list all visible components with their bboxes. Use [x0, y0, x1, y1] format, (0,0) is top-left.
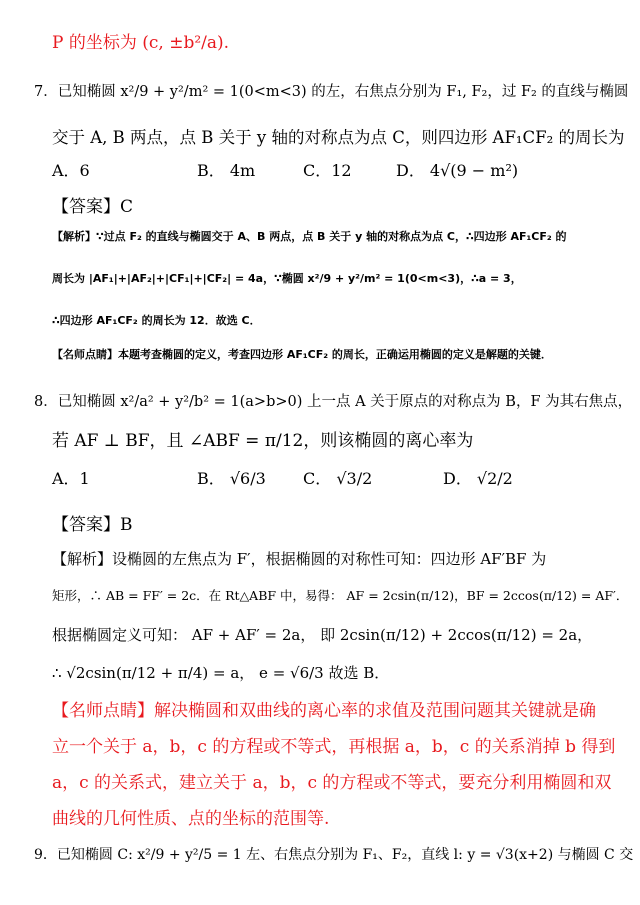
q9-stem-line1: 9．已知椭圆 C: x²/9 + y²/5 = 1 左、右焦点分别为 F₁、F₂，直线 l: y = √3(x+2) 与椭圆 C 交 — [34, 847, 634, 863]
q8-stem-line2: 若 AF ⊥ BF，且 ∠ABF = π/12，则该椭圆的离心率为 — [52, 431, 474, 451]
q7-teacher-note: 【名师点睛】本题考查椭圆的定义，考查四边形 AF₁CF₂ 的周长，正确运用椭圆的定义是解题的关键． — [52, 348, 552, 361]
q7-answer: 【答案】C — [52, 197, 134, 217]
q8-teacher-note-line4: 曲线的几何性质、点的坐标的范围等. — [52, 809, 330, 829]
q8-option-b: B． √6/3 — [197, 469, 266, 488]
q8-teacher-note-line1: 【名师点睛】解决椭圆和双曲线的离心率的求值及范围问题其关键就是确 — [52, 701, 596, 721]
q8-analysis-line3: 根据椭圆定义可知： AF + AF′ = 2a， 即 2csin(π/12) + 2ccos(π/12) = 2a， — [52, 626, 593, 644]
q8-analysis-line1: 【解析】设椭圆的左焦点为 F′，根据椭圆的对称性可知：四边形 AF′BF 为 — [52, 550, 547, 568]
q7-analysis-line3: ∴四边形 AF₁CF₂ 的周长为 12．故选 C． — [52, 314, 261, 327]
q8-analysis-line4: ∴ √2csin(π/12 + π/4) = a， e = √6/3 故选 B． — [52, 664, 390, 682]
q8-option-d: D． √2/2 — [443, 469, 513, 488]
q8-teacher-note-line2: 立一个关于 a，b，c 的方程或不等式，再根据 a，b，c 的关系消掉 b 得到 — [52, 737, 616, 757]
q7-analysis-line1: 【解析】∵过点 F₂ 的直线与椭圆交于 A、B 两点，点 B 关于 y 轴的对称点为点 C，∴四边形 AF₁CF₂ 的 — [52, 230, 567, 243]
q8-stem-line1: 8．已知椭圆 x²/a² + y²/b² = 1(a>b>0) 上一点 A 关于原点的对称点为 B，F 为其右焦点， — [34, 394, 633, 410]
q7-stem-line2: 交于 A, B 两点，点 B 关于 y 轴的对称点为点 C，则四边形 AF₁CF₂ 的周长为 — [52, 128, 625, 147]
q8-answer: 【答案】B — [52, 515, 133, 535]
q7-option-a: A．6 — [52, 161, 90, 180]
q8-option-c: C． √3/2 — [303, 469, 373, 488]
q7-analysis-line2: 周长为 |AF₁|+|AF₂|+|CF₁|+|CF₂| = 4a，∵椭圆 x²/9 + y²/m² = 1(0<m<3)，∴a = 3， — [52, 272, 522, 285]
q8-option-a: A．1 — [52, 469, 90, 488]
q7-stem-line1: 7．已知椭圆 x²/9 + y²/m² = 1(0<m<3) 的左，右焦点分别为 F₁, F₂，过 F₂ 的直线与椭圆 — [34, 84, 629, 100]
q7-option-c: C．12 — [303, 161, 352, 180]
q7-option-b: B． 4m — [197, 161, 256, 180]
top-line: P 的坐标为 (c, ±b²/a). — [52, 33, 230, 53]
q7-option-d: D． 4√(9 − m²) — [396, 161, 519, 180]
q8-teacher-note-line3: a，c 的关系式，建立关于 a，b，c 的方程或不等式，要充分利用椭圆和双 — [52, 773, 612, 793]
q8-analysis-line2: 矩形，∴ AB = FF′ = 2c．在 Rt△ABF 中，易得： AF = 2csin(π/12)，BF = 2ccos(π/12) = AF′． — [52, 588, 629, 603]
